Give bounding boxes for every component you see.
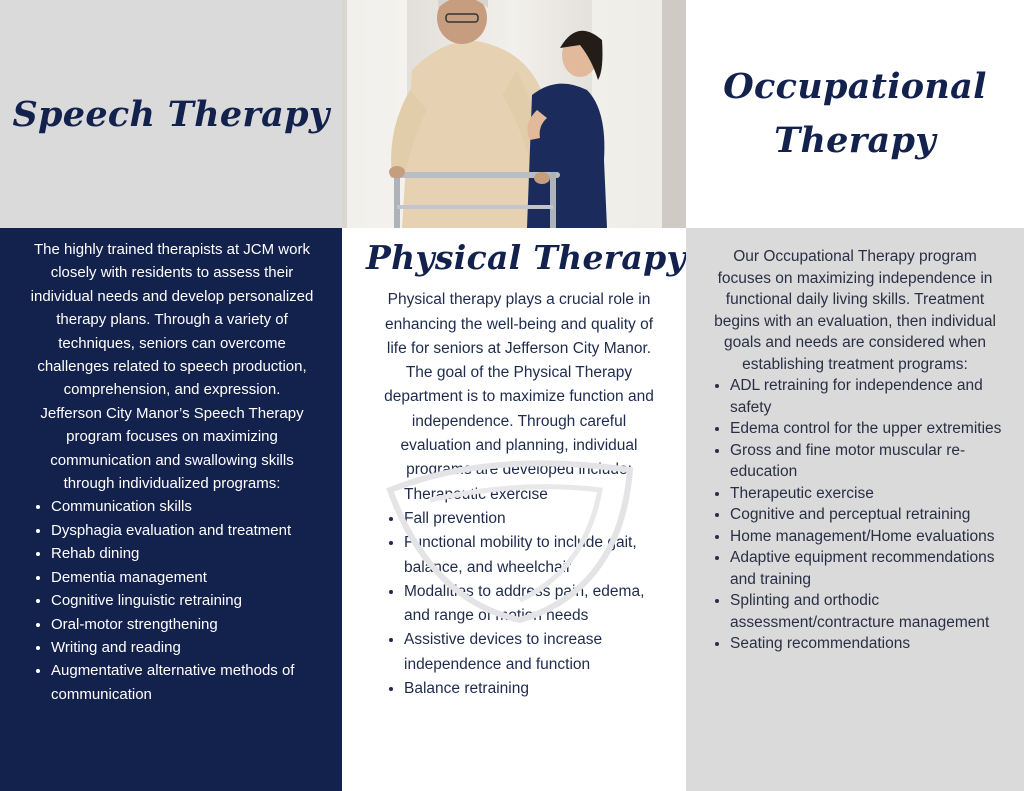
speech-intro: The highly trained therapists at JCM work closely with residents to assess their individual needs and develop personalized therapy plans. Through a variety of techniques, seniors can overcome challenges related to speech production, comprehension, and expression. xyxy=(30,241,314,399)
list-item: • Fall prevention xyxy=(404,507,662,531)
occupational-title-line1: Occupational xyxy=(723,66,987,107)
speech-title-panel xyxy=(0,0,342,228)
list-item: • Rehab dining xyxy=(51,542,320,565)
occupational-therapy-section xyxy=(686,228,1024,791)
physical-therapy-section xyxy=(342,228,686,791)
list-item: • Modalities to address pain, edema, and range of motion needs xyxy=(404,580,662,629)
list-item: • Communication skills xyxy=(51,495,320,518)
list-item: • Cognitive linguistic retraining xyxy=(51,589,320,612)
speech-therapy-section xyxy=(0,228,342,791)
list-item: • Assistive devices to increase independence and function xyxy=(404,628,662,677)
speech-therapy-title: Speech Therapy xyxy=(12,93,330,135)
list-item: • ADL retraining for independence and safety xyxy=(730,375,1004,418)
therapy-photo-illustration xyxy=(342,0,686,228)
list-item: • Home management/Home evaluations xyxy=(730,526,1004,548)
occupational-title-line2: Therapy xyxy=(774,120,936,161)
physical-therapy-title: Physical Therapy xyxy=(366,238,686,277)
list-item: • Augmentative alternative methods of communication xyxy=(51,659,320,706)
list-item: • Adaptive equipment recommendations and training xyxy=(730,547,1004,590)
speech-services-list xyxy=(24,495,320,706)
physical-intro: Physical therapy plays a crucial role in enhancing the well-being and quality of life for seniors at Jefferson City Manor. The goal of the Physical Therapy department is to maximize function and independence. Through careful evaluation and planning, individual programs are developed include: xyxy=(384,291,654,479)
therapy-photo xyxy=(342,0,686,228)
occupational-therapy-title xyxy=(723,60,987,168)
list-item: • Seating recommendations xyxy=(730,633,1004,655)
list-item: • Dysphagia evaluation and treatment xyxy=(51,519,320,542)
list-item: • Edema control for the upper extremities xyxy=(730,418,1004,440)
list-item: • Cognitive and perceptual retraining xyxy=(730,504,1004,526)
occupational-intro: Our Occupational Therapy program focuses on maximizing independence in functional daily living skills. Treatment begins with an evaluation, then individual goals and needs are considered when establishing treatment programs: xyxy=(714,248,996,373)
list-item: • Gross and fine motor muscular re-education xyxy=(730,440,1004,483)
list-item: • Therapeutic exercise xyxy=(404,483,662,507)
list-item: • Therapeutic exercise xyxy=(730,483,1004,505)
physical-services-list xyxy=(376,483,662,702)
list-item: • Balance retraining xyxy=(404,677,662,701)
list-item: • Functional mobility to include gait, balance, and wheelchair xyxy=(404,531,662,580)
speech-program: Jefferson City Manor’s Speech Therapy program focuses on maximizing communication and swallowing skills through individualized programs: xyxy=(40,404,304,493)
occupational-title-panel xyxy=(686,0,1024,228)
occupational-services-list xyxy=(706,375,1004,655)
list-item: • Dementia management xyxy=(51,566,320,589)
list-item: • Oral-motor strengthening xyxy=(51,613,320,636)
list-item: • Splinting and orthodic assessment/contracture management xyxy=(730,590,1004,633)
list-item: • Writing and reading xyxy=(51,636,320,659)
